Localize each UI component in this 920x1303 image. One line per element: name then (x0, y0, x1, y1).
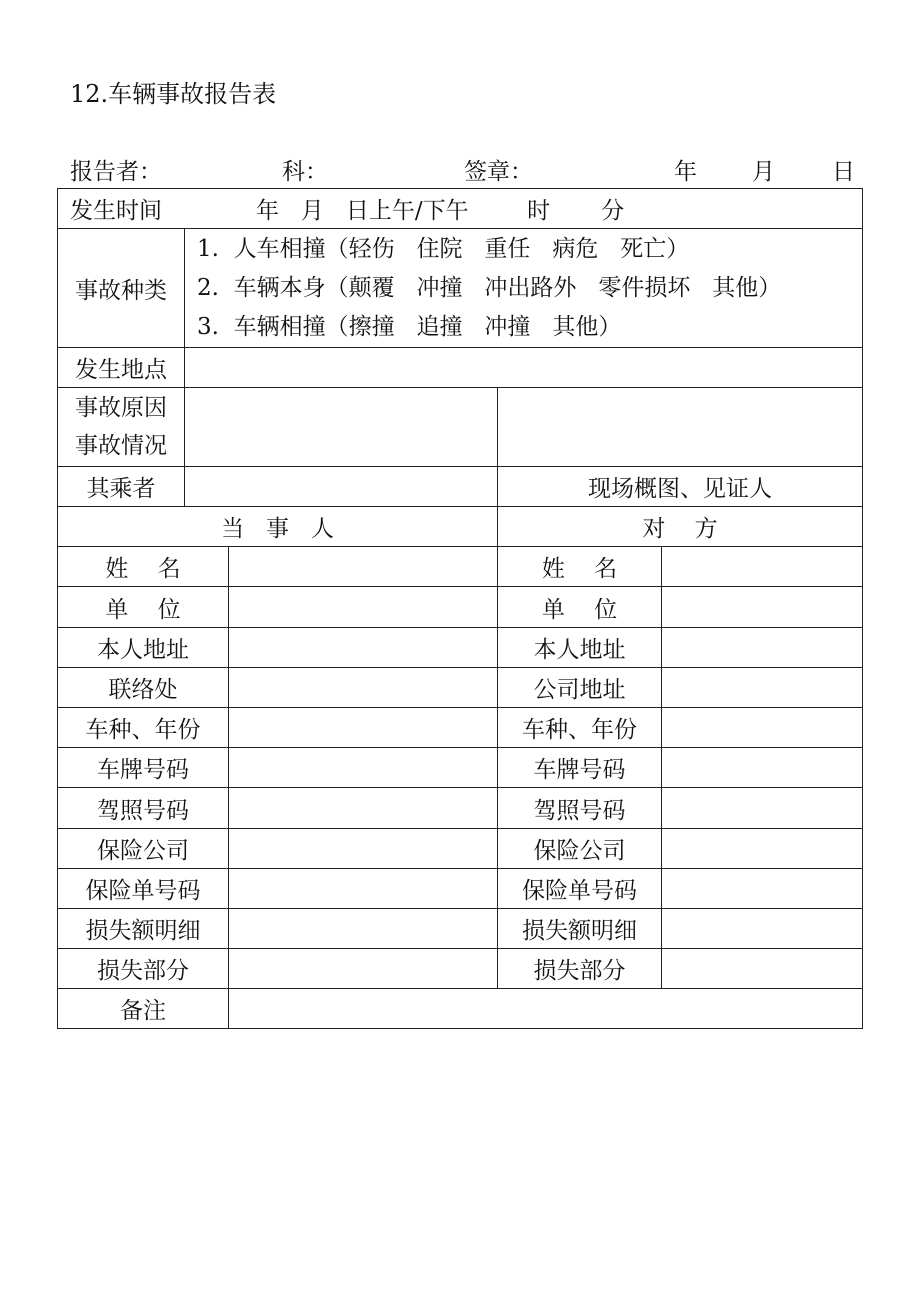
other-field-label-text: 姓 名 (541, 556, 618, 582)
self-field-label-text: 车种、年份 (85, 717, 201, 743)
accident-cause-field[interactable] (184, 387, 498, 467)
other-field-input[interactable] (661, 546, 863, 587)
other-field-label-text: 车牌号码 (533, 757, 626, 783)
self-field-input[interactable] (228, 707, 498, 748)
accident-type-options-text: 2. 车辆本身（颠覆 冲撞 冲出路外 零件损坏 其他） (197, 274, 782, 301)
self-field-label (57, 787, 229, 829)
self-field-label (57, 948, 229, 989)
reporter-label: 报告者： (70, 159, 162, 185)
self-field-input[interactable] (228, 948, 498, 989)
other-field-label-text: 损失额明细 (522, 918, 637, 944)
party-self-header (57, 506, 498, 547)
other-field-label (497, 868, 662, 909)
accident-type-label (57, 228, 185, 348)
accident-type-options[interactable] (184, 228, 863, 348)
self-field-input[interactable] (228, 627, 498, 668)
other-field-label (497, 828, 662, 869)
other-field-label (497, 627, 662, 668)
location-label-text: 发生地点 (75, 357, 167, 383)
remarks-label-text: 备注 (120, 998, 166, 1024)
self-field-input[interactable] (228, 787, 498, 829)
accident-cause-label (57, 387, 185, 467)
self-field-label-text: 损失额明细 (85, 918, 201, 944)
other-field-label (497, 586, 662, 628)
other-field-label (497, 908, 662, 949)
passenger-field[interactable] (184, 466, 498, 507)
other-field-input[interactable] (661, 948, 863, 989)
self-field-label (57, 707, 229, 748)
other-field-input[interactable] (661, 787, 863, 829)
self-field-input[interactable] (228, 868, 498, 909)
remarks-field[interactable] (228, 988, 863, 1029)
other-field-label (497, 948, 662, 989)
other-field-label (497, 667, 662, 708)
remarks-label (57, 988, 229, 1029)
self-field-input[interactable] (228, 908, 498, 949)
other-field-label (497, 707, 662, 748)
document-title: 12.车辆事故报告表 (70, 80, 277, 108)
passenger-label (57, 466, 185, 507)
sketch-witness-label-text: 现场概图、见证人 (588, 476, 772, 502)
party-other-header (497, 506, 863, 547)
other-field-input[interactable] (661, 707, 863, 748)
other-field-label (497, 787, 662, 829)
self-field-label (57, 586, 229, 628)
other-field-input[interactable] (661, 747, 863, 788)
accident-type-options-text: 3. 车辆相撞（擦撞 追撞 冲撞 其他） (197, 313, 622, 340)
self-field-label (57, 828, 229, 869)
other-field-label-text: 保险公司 (533, 838, 626, 864)
self-field-label (57, 627, 229, 668)
self-field-input[interactable] (228, 586, 498, 628)
passenger-label-text: 其乘者 (86, 476, 156, 502)
sketch-witness-label (497, 466, 863, 507)
accident-type-options-text: 1. 人车相撞（轻伤 住院 重任 病危 死亡） (197, 235, 690, 262)
accident-type-label-text: 事故种类 (75, 277, 167, 304)
self-field-label (57, 908, 229, 949)
location-label (57, 347, 185, 388)
self-field-label-text: 联络处 (108, 677, 178, 703)
other-field-label-text: 单 位 (541, 596, 618, 623)
other-field-input[interactable] (661, 908, 863, 949)
self-field-label-text: 损失部分 (97, 958, 189, 984)
self-field-label-text: 车牌号码 (97, 757, 189, 783)
self-field-input[interactable] (228, 546, 498, 587)
other-field-label-text: 损失部分 (533, 958, 626, 984)
other-field-input[interactable] (661, 586, 863, 628)
party-other-header-text: 对 方 (642, 516, 718, 542)
other-field-input[interactable] (661, 667, 863, 708)
self-field-label-text: 姓 名 (105, 556, 181, 582)
self-field-input[interactable] (228, 828, 498, 869)
other-field-label-text: 本人地址 (533, 637, 626, 663)
accident-cause-label-text: 事故情况 (75, 433, 167, 459)
occurrence-time-fields[interactable]: 年 月 日上午/下午 时 分 (256, 198, 625, 224)
self-field-label-text: 本人地址 (97, 637, 189, 663)
report-year-label: 年 (674, 159, 697, 185)
accident-cause-label-text: 事故原因 (75, 395, 167, 421)
other-field-label-text: 驾照号码 (533, 797, 626, 824)
self-field-input[interactable] (228, 747, 498, 788)
self-field-label (57, 868, 229, 909)
other-field-label (497, 546, 662, 587)
signature-label: 签章： (464, 159, 533, 185)
self-field-label-text: 驾照号码 (97, 797, 189, 824)
other-field-input[interactable] (661, 868, 863, 909)
self-field-label-text: 单 位 (105, 596, 181, 623)
accident-situation-field[interactable] (497, 387, 863, 467)
other-field-label-text: 保险单号码 (522, 878, 637, 904)
other-field-input[interactable] (661, 828, 863, 869)
self-field-label-text: 保险单号码 (85, 878, 201, 904)
other-field-label-text: 公司地址 (533, 677, 626, 703)
other-field-label (497, 747, 662, 788)
occurrence-time-label: 发生时间 (70, 198, 162, 224)
occurrence-time-row (57, 188, 863, 229)
self-field-input[interactable] (228, 667, 498, 708)
self-field-label (57, 747, 229, 788)
report-day-label: 日 (832, 159, 855, 185)
department-label: 科： (282, 159, 328, 185)
other-field-label-text: 车种、年份 (522, 717, 637, 743)
party-self-header-text: 当 事 人 (221, 516, 334, 542)
self-field-label (57, 667, 229, 708)
self-field-label-text: 保险公司 (97, 838, 189, 864)
self-field-label (57, 546, 229, 587)
location-field[interactable] (184, 347, 863, 388)
report-month-label: 月 (752, 159, 775, 185)
other-field-input[interactable] (661, 627, 863, 668)
